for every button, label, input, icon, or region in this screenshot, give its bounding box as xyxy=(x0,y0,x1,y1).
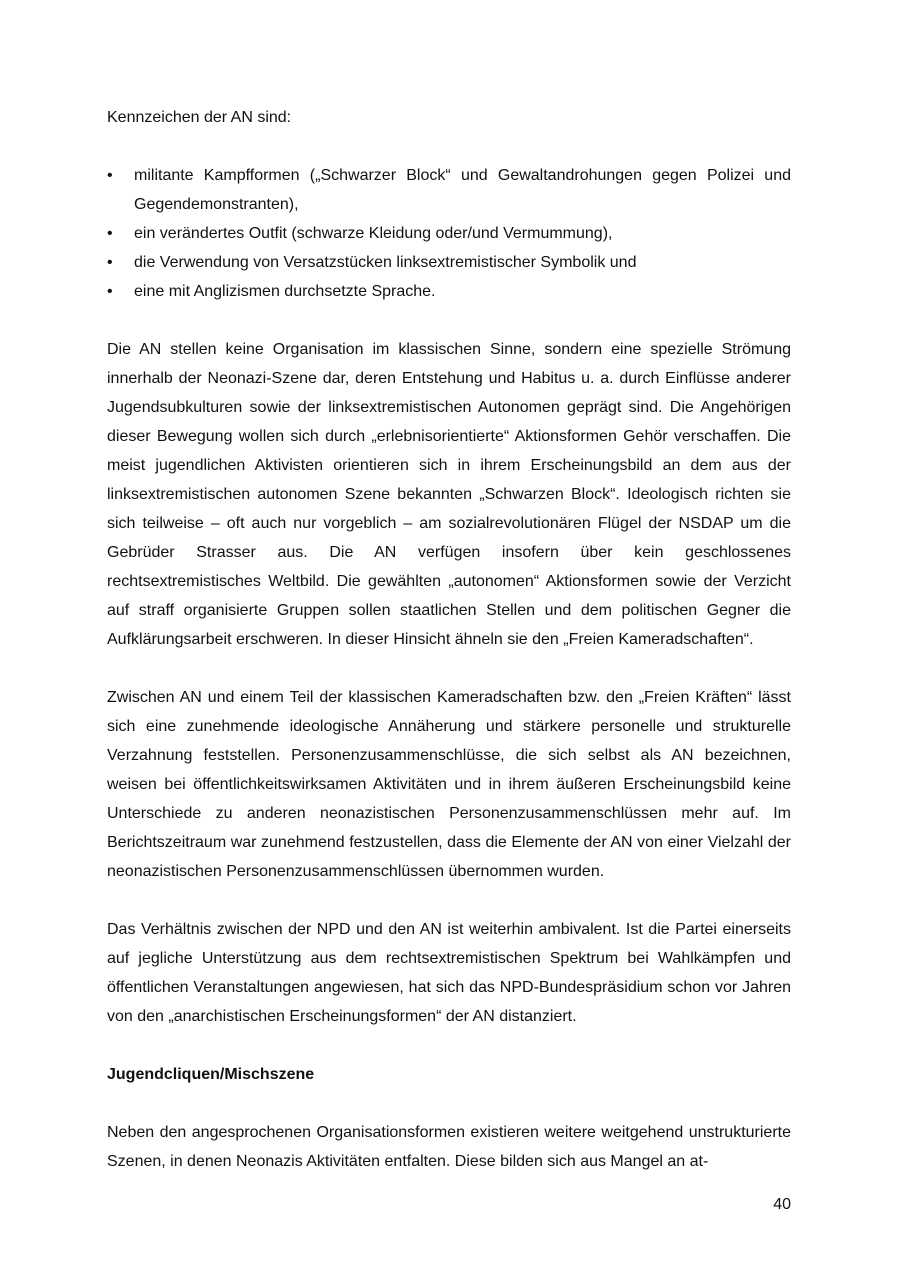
bullet-icon: • xyxy=(107,283,113,300)
section-heading: Jugendcliquen/Mischszene xyxy=(107,1066,315,1083)
page-content xyxy=(107,103,791,1176)
bullet-item xyxy=(107,161,791,219)
bullet-icon: • xyxy=(107,167,113,184)
bullet-text: die Verwendung von Versatzstücken linksextremistischer Symbolik und xyxy=(134,254,637,271)
bullet-item xyxy=(107,219,791,248)
bullet-list xyxy=(107,161,791,306)
paragraph: Die AN stellen keine Organisation im klassischen Sinne, sondern eine spezielle Strömung innerhalb der Neonazi-Szene dar, deren Entstehung und Habitus u. a. durch Einflüsse anderer Jugendsubkulturen sowie der linksextremistischen Autonomen geprägt sind. Die Angehörigen dieser Bewegung wollen sich durch „erlebnisorientierte“ Aktionsformen Gehör verschaffen. Die meist jugendlichen Aktivisten orientieren sich in ihrem Erscheinungsbild an dem aus der linksextremistischen autonomen Szene bekannten „Schwarzen Block“. Ideologisch richten sie sich teilweise – oft auch nur vorgeblich – am sozialrevolutionären Flügel der NSDAP um die Gebrüder Strasser aus. Die AN verfügen insofern über kein geschlossenes rechtsextremistisches Weltbild. Die gewählten „autonomen“ Aktionsformen sowie der Verzicht auf straff organisierte Gruppen sollen staatlichen Stellen und dem politischen Gegner die Aufklärungsarbeit erschweren. In dieser Hinsicht ähneln sie den „Freien Kameradschaften“. xyxy=(107,341,791,648)
bullet-text: militante Kampfformen („Schwarzer Block“ und Gewaltandrohungen gegen Polizei und Gegendemonstranten), xyxy=(134,167,791,213)
paragraph: Neben den angesprochenen Organisationsformen existieren weitere weitgehend unstrukturierte Szenen, in denen Neonazis Aktivitäten entfalten. Diese bilden sich aus Mangel an at- xyxy=(107,1124,791,1170)
paragraph: Zwischen AN und einem Teil der klassischen Kameradschaften bzw. den „Freien Kräften“ lässt sich eine zunehmende ideologische Annäherung und stärkere personelle und strukturelle Verzahnung feststellen. Personenzusammenschlüsse, die sich selbst als AN bezeichnen, weisen bei öffentlichkeitswirksamen Aktivitäten und in ihrem äußeren Erscheinungsbild keine Unterschiede zu anderen neonazistischen Personenzusammenschlüssen mehr auf. Im Berichtszeitraum war zunehmend festzustellen, dass die Elemente der AN von einer Vielzahl der neonazistischen Personenzusammenschlüssen übernommen wurden. xyxy=(107,689,791,880)
bullet-icon: • xyxy=(107,225,113,242)
bullet-text: ein verändertes Outfit (schwarze Kleidung oder/und Vermummung), xyxy=(134,225,613,242)
paragraph: Das Verhältnis zwischen der NPD und den AN ist weiterhin ambivalent. Ist die Partei einerseits auf jegliche Unterstützung aus dem rechtsextremistischen Spektrum bei Wahlkämpfen und öffentlichen Veranstaltungen angewiesen, hat sich das NPD-Bundespräsidium schon vor Jahren von den „anarchistischen Erscheinungsformen“ der AN distanziert. xyxy=(107,921,791,1025)
bullet-text: eine mit Anglizismen durchsetzte Sprache. xyxy=(134,283,436,300)
bullet-icon: • xyxy=(107,254,113,271)
page-number: 40 xyxy=(773,1196,791,1213)
intro-text: Kennzeichen der AN sind: xyxy=(107,109,292,126)
bullet-item xyxy=(107,277,791,306)
bullet-item xyxy=(107,248,791,277)
